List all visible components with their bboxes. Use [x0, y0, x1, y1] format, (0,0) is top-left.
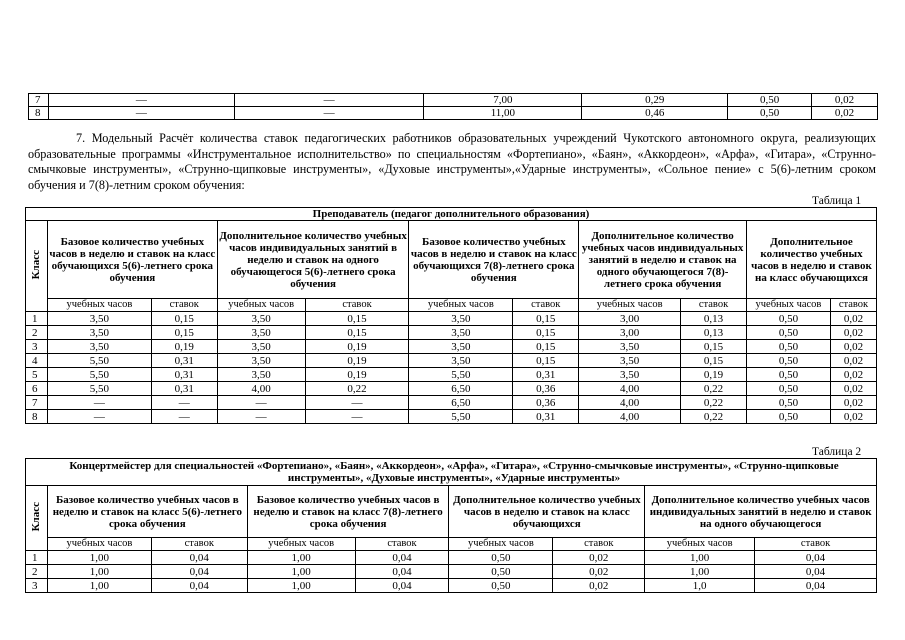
table-row	[26, 410, 877, 424]
table-row	[26, 354, 877, 368]
table-cell: 0,22	[681, 382, 747, 396]
table-cell: 0,50	[449, 565, 553, 579]
sub-header: учебных часов	[47, 538, 151, 551]
table-cell: 0,50	[747, 396, 831, 410]
table-row	[26, 579, 877, 593]
table-cell: 0,04	[151, 565, 247, 579]
table-cell: 0,04	[355, 551, 449, 565]
table-cell: 0,04	[355, 579, 449, 593]
table-cell: 0,22	[681, 396, 747, 410]
table-cell: 3,50	[579, 354, 681, 368]
row-class-cell: 5	[26, 368, 48, 382]
sub-header: ставок	[513, 299, 579, 312]
table-cell: —	[151, 410, 217, 424]
table-cell: 0,13	[681, 312, 747, 326]
row-class-cell: 3	[26, 340, 48, 354]
sub-header: учебных часов	[409, 299, 513, 312]
table-cell: 0,15	[681, 354, 747, 368]
table-cell: 3,50	[579, 340, 681, 354]
table-cell: —	[48, 94, 234, 107]
class-header: Класс	[26, 486, 48, 551]
table-cell: 1,00	[247, 565, 355, 579]
table-cell: 4,00	[217, 382, 305, 396]
group-header: Базовое количество учебных часов в неделю и ставок на класс 5(6)-летнего срока обучения	[47, 486, 247, 538]
table-cell: 3,00	[579, 326, 681, 340]
table-cell: 0,02	[812, 94, 878, 107]
table-cell: 0,50	[728, 94, 812, 107]
table-cell: 0,15	[513, 340, 579, 354]
table2-title: Концертмейстер для специальностей «Фортепиано», «Баян», «Аккордеон», «Арфа», «Гитара», «Струнно-смычковые инструменты», «Струнно-щипковые инструменты», «Духовые инструменты», «Ударные инструменты»	[26, 459, 877, 486]
table-cell: 0,02	[830, 382, 876, 396]
table-cell: 0,15	[151, 312, 217, 326]
row-class-cell: 3	[26, 579, 48, 593]
table-cell: 0,50	[747, 382, 831, 396]
sub-header: учебных часов	[217, 299, 305, 312]
group-header: Дополнительное количество учебных часов в неделю и ставок на класс обучающихся	[449, 486, 645, 538]
table-cell: —	[234, 107, 424, 120]
table-cell: 0,19	[305, 340, 409, 354]
table1-caption: Таблица 1	[812, 195, 862, 207]
table2	[25, 458, 877, 593]
table-cell: 0,31	[151, 368, 217, 382]
table-cell: 0,04	[755, 551, 877, 565]
table-cell: 0,13	[681, 326, 747, 340]
table-cell: 0,19	[681, 368, 747, 382]
table-cell: 3,50	[409, 312, 513, 326]
table-cell: 0,02	[830, 410, 876, 424]
table-row	[26, 551, 877, 565]
table-cell: 0,02	[830, 368, 876, 382]
table-row	[26, 326, 877, 340]
sub-header: учебных часов	[247, 538, 355, 551]
table-cell: 0,15	[513, 312, 579, 326]
group-header: Базовое количество учебных часов в неделю и ставок на класс обучающихся 7(8)-летнего срока обучения	[409, 221, 579, 299]
table-cell: 3,50	[217, 354, 305, 368]
table-cell: 1,00	[645, 551, 755, 565]
table-cell: 3,00	[579, 312, 681, 326]
table-cell: 0,50	[747, 410, 831, 424]
table-cell: 0,02	[830, 354, 876, 368]
table-cell: 0,50	[747, 340, 831, 354]
table-cell: 0,02	[830, 312, 876, 326]
sub-header: ставок	[305, 299, 409, 312]
table-cell: 4,00	[579, 382, 681, 396]
table-cell: 0,15	[681, 340, 747, 354]
table-row	[26, 312, 877, 326]
table-cell: 0,02	[553, 565, 645, 579]
sub-header: учебных часов	[747, 299, 831, 312]
table-cell: 0,31	[513, 410, 579, 424]
table-cell: —	[217, 396, 305, 410]
table-cell: 4,00	[579, 396, 681, 410]
table-cell: —	[234, 94, 424, 107]
table-cell: 3,50	[217, 312, 305, 326]
table-cell: 3,50	[409, 340, 513, 354]
table-cell: —	[151, 396, 217, 410]
table-row	[26, 565, 877, 579]
table-cell: 0,36	[513, 382, 579, 396]
table-cell: 3,50	[47, 340, 151, 354]
table-row	[26, 382, 877, 396]
sub-header: ставок	[830, 299, 876, 312]
table-cell: 1,00	[47, 551, 151, 565]
sub-header: учебных часов	[579, 299, 681, 312]
table-cell: 3,50	[47, 326, 151, 340]
table-cell: 0,04	[755, 579, 877, 593]
row-class-cell: 7	[26, 396, 48, 410]
table-row	[29, 107, 878, 120]
table1	[25, 207, 877, 424]
continued-table	[28, 93, 878, 120]
table-row	[26, 368, 877, 382]
table-cell: 6,50	[409, 396, 513, 410]
group-header: Дополнительное количество учебных часов индивидуальных занятий в неделю и ставок на одного обучающегося	[645, 486, 877, 538]
row-class-cell: 6	[26, 382, 48, 396]
table-cell: 0,31	[151, 382, 217, 396]
sub-header: учебных часов	[645, 538, 755, 551]
table-cell: 0,22	[681, 410, 747, 424]
table-cell: 0,02	[553, 579, 645, 593]
sub-header: ставок	[151, 299, 217, 312]
row-class-cell: 2	[26, 326, 48, 340]
table-cell: 5,50	[47, 354, 151, 368]
table-row	[26, 340, 877, 354]
table-cell: 0,04	[755, 565, 877, 579]
table-cell: 6,50	[409, 382, 513, 396]
group-header: Базовое количество учебных часов в неделю и ставок на класс обучающихся 5(6)-летнего срока обучения	[47, 221, 217, 299]
table-cell: 1,00	[47, 565, 151, 579]
table-row	[26, 396, 877, 410]
table-cell: 0,46	[582, 107, 728, 120]
body-paragraph: 7. Модельный Расчёт количества ставок педагогических работников образовательных учреждений Чукотского автономного округа, реализующих образовательные программы «Инструментальное исполнительство» по специальностям «Фортепиано», «Баян», «Аккордеон», «Арфа», «Гитара», «Струнно-смычковые инструменты», «Струнно-щипковые инструменты», «Духовые инструменты»,«Ударные инструменты», «Сольное пение» с 5(6)-летним сроком обучения и 7(8)-летним сроком обучения:	[28, 131, 876, 192]
table-cell: 1,00	[645, 565, 755, 579]
table-cell: 0,04	[151, 579, 247, 593]
table-cell: 3,50	[217, 340, 305, 354]
sub-header: ставок	[151, 538, 247, 551]
table-cell: 5,50	[409, 410, 513, 424]
group-header: Дополнительное количество учебных часов в неделю и ставок на класс обучающихся	[747, 221, 877, 299]
table-cell: 3,50	[217, 326, 305, 340]
table-cell: 0,19	[305, 354, 409, 368]
table-cell: 5,50	[47, 368, 151, 382]
sub-header: учебных часов	[449, 538, 553, 551]
table-cell: 0,50	[747, 354, 831, 368]
sub-header: ставок	[355, 538, 449, 551]
table-cell: —	[305, 396, 409, 410]
table-cell: 3,50	[409, 326, 513, 340]
table-cell: 0,22	[305, 382, 409, 396]
group-header: Дополнительное количество учебных часов индивидуальных занятий в неделю и ставок на одного обучающегося 5(6)-летнего срока обучения	[217, 221, 409, 299]
table-cell: 0,15	[513, 326, 579, 340]
sub-header: ставок	[553, 538, 645, 551]
table-cell: —	[217, 410, 305, 424]
table-cell: 3,50	[579, 368, 681, 382]
row-class-cell: 4	[26, 354, 48, 368]
table-cell: 3,50	[217, 368, 305, 382]
table-cell: 4,00	[579, 410, 681, 424]
table-cell: —	[47, 410, 151, 424]
table-cell: 5,50	[47, 382, 151, 396]
table-cell: 3,50	[47, 312, 151, 326]
table-cell: 0,31	[151, 354, 217, 368]
table-row	[29, 94, 878, 107]
table-cell: 0,50	[449, 551, 553, 565]
table-cell: 0,04	[151, 551, 247, 565]
table2-caption: Таблица 2	[812, 446, 862, 458]
table-cell: 5,50	[409, 368, 513, 382]
table-cell: 1,00	[247, 551, 355, 565]
table-cell: 11,00	[424, 107, 582, 120]
table-cell: 0,15	[305, 312, 409, 326]
row-class-cell: 1	[26, 312, 48, 326]
row-class-cell: 7	[29, 94, 49, 107]
table-cell: —	[48, 107, 234, 120]
group-header: Дополнительное количество учебных часов индивидуальных занятий в неделю и ставок на одного обучающегося 7(8)-летнего срока обучения	[579, 221, 747, 299]
table-cell: 0,29	[582, 94, 728, 107]
row-class-cell: 2	[26, 565, 48, 579]
table-cell: 3,50	[409, 354, 513, 368]
table-cell: 0,15	[513, 354, 579, 368]
table-cell: 0,31	[513, 368, 579, 382]
table-cell: 0,50	[728, 107, 812, 120]
group-header: Базовое количество учебных часов в неделю и ставок на класс 7(8)-летнего срока обучения	[247, 486, 449, 538]
table-cell: 7,00	[424, 94, 582, 107]
table-cell: 0,15	[305, 326, 409, 340]
table-cell: 0,02	[830, 340, 876, 354]
table-cell: 0,15	[151, 326, 217, 340]
table1-title: Преподаватель (педагог дополнительного образования)	[26, 208, 877, 221]
sub-header: ставок	[681, 299, 747, 312]
table-cell: 0,36	[513, 396, 579, 410]
sub-header: ставок	[755, 538, 877, 551]
table-cell: 0,50	[747, 368, 831, 382]
table-cell: 1,00	[47, 579, 151, 593]
row-class-cell: 8	[29, 107, 49, 120]
row-class-cell: 1	[26, 551, 48, 565]
class-header: Класс	[26, 221, 48, 312]
table-cell: 0,02	[830, 326, 876, 340]
table-cell: 0,50	[449, 579, 553, 593]
table-cell: —	[47, 396, 151, 410]
table-cell: 0,02	[830, 396, 876, 410]
row-class-cell: 8	[26, 410, 48, 424]
table-cell: 0,02	[553, 551, 645, 565]
sub-header: учебных часов	[47, 299, 151, 312]
table-cell: 0,50	[747, 312, 831, 326]
table-cell: —	[305, 410, 409, 424]
table-cell: 1,0	[645, 579, 755, 593]
table-cell: 1,00	[247, 579, 355, 593]
table-cell: 0,02	[812, 107, 878, 120]
table-cell: 0,04	[355, 565, 449, 579]
table-cell: 0,50	[747, 326, 831, 340]
table-cell: 0,19	[151, 340, 217, 354]
table-cell: 0,19	[305, 368, 409, 382]
